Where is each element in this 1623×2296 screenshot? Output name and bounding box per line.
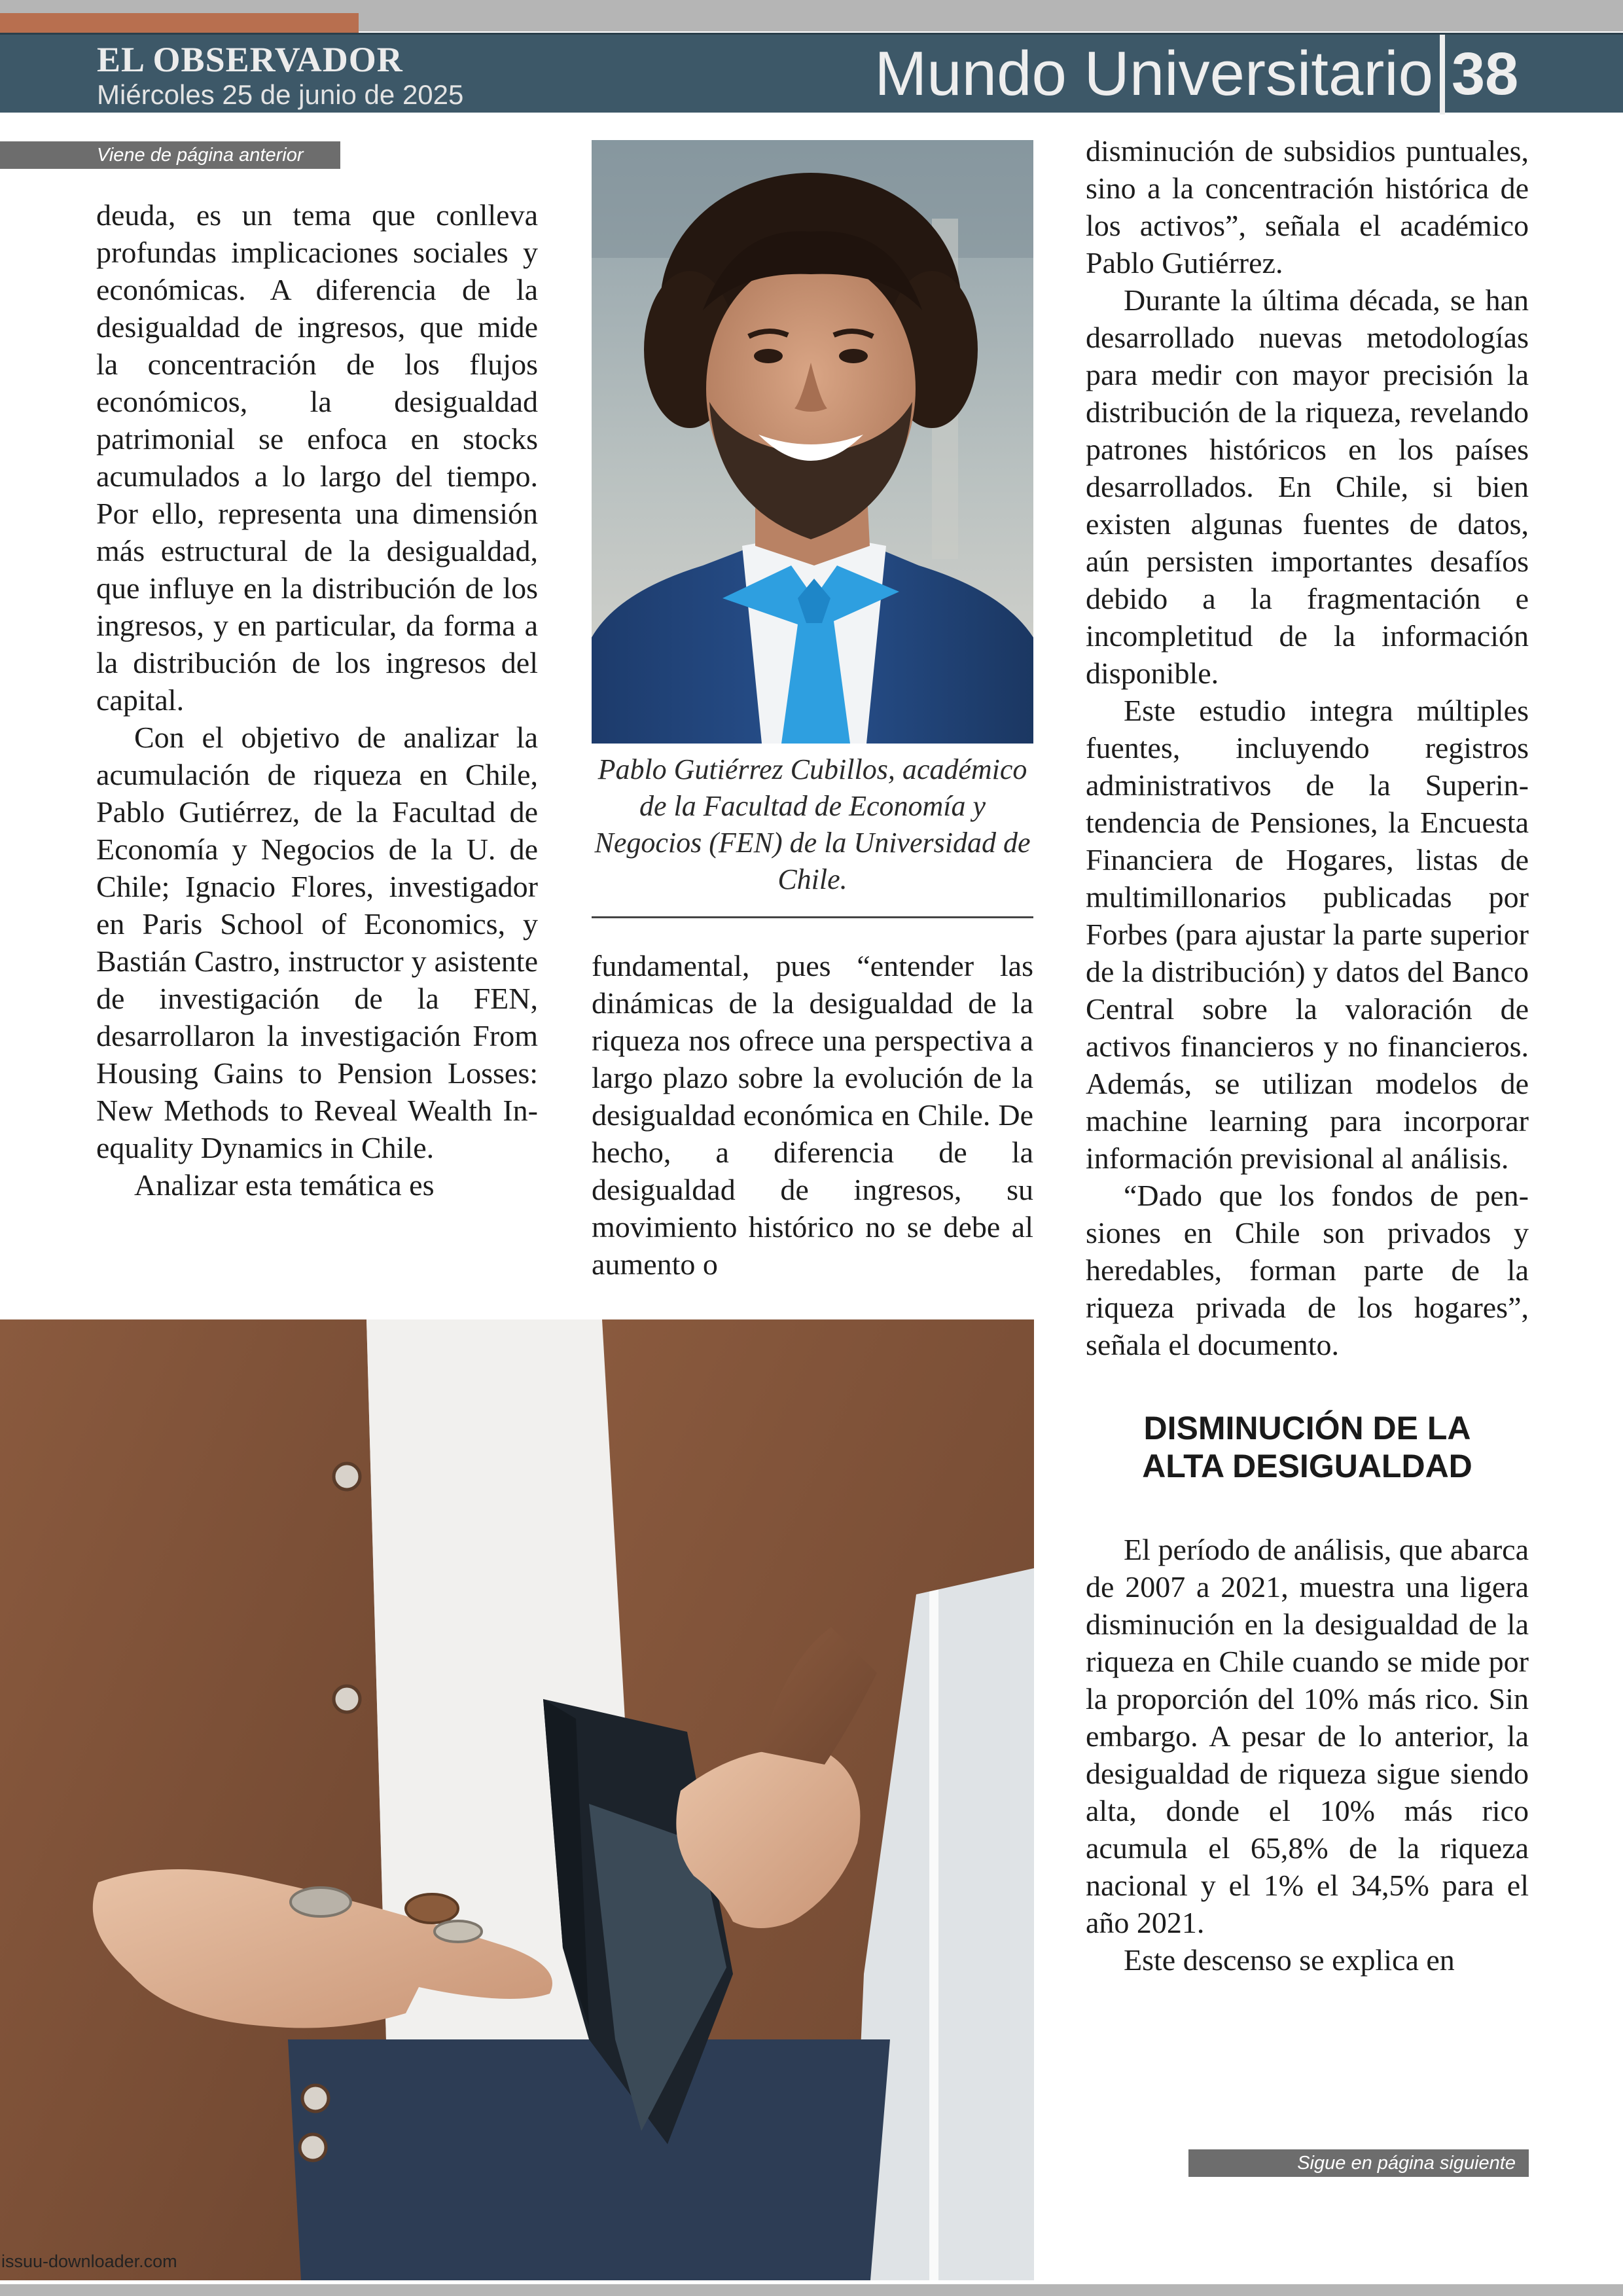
photo-caption: Pablo Gutiérrez Cubillos, académico de la Facultad de Economía y Negocios (FEN) de la Universidad de Chile. (594, 753, 1031, 895)
portrait-photo (592, 140, 1033, 744)
paragraph: fundamental, pues “entender las dinámicas de la desigualdad de la riqueza nos ofrece una perspectiva a largo plazo sobre la evolución de la desigualdad económica en Chile. De hecho, a diferencia de la desigualdad de ingresos, su movimiento histórico no se debe al aumento o (592, 949, 1033, 1281)
masthead (0, 33, 1623, 113)
paragraph: disminución de subsidios puntuales, sino a la concentración histórica de los activos”, señala el académico Pablo Gutiérrez. (1086, 134, 1529, 279)
continued-on-label: Sigue en página siguiente (1188, 2149, 1529, 2177)
masthead-left (97, 40, 463, 111)
bottom-rule (0, 2284, 1623, 2296)
wallet-coins-illustration (0, 1319, 1034, 2280)
section-title: Mundo Universitario (874, 39, 1433, 109)
watermark-text: issuu-downloader.com (1, 2251, 177, 2271)
paragraph: deuda, es un tema que conlleva profundas implicaciones sociales y económicas. A diferencia de la desigualdad de ingresos, que mide la concentración de los flujos económicos, la desigualdad patrimonial se enfoca en stocks acumulados a lo largo del tiempo. Por ello, representa una dimensión más estructural de la desigualdad, que influye en la distribución de los ingresos, y en particular, da forma a la distribución de los ingresos del capital. (96, 198, 538, 717)
paragraph: Durante la última década, se han desarrollado nuevas metodologías para medir con mayor precisión la distribución de la riqueza, revelando patrones históricos en los países desarrollados. En Chile, si bien existen algunas fuentes de datos, aún persisten importantes desafíos debido a la fragmentación e incompletitud de la información disponible. (1086, 283, 1529, 690)
text-column-3 (1086, 132, 1529, 1979)
page-number-divider (1440, 35, 1445, 115)
newspaper-name: EL OBSERVADOR (97, 40, 403, 79)
header-accent-bar (0, 13, 359, 33)
section-subheading (1086, 1409, 1529, 1485)
page-number: 38 (1452, 41, 1519, 107)
subheading-line: ALTA DESIGUALDAD (1142, 1448, 1472, 1484)
paragraph: El período de análisis, que abarca de 2007 a 2021, muestra una ligera disminución en la desigualdad de la riqueza en Chile cuando se mide por la proporción del 10% más rico. Sin embargo. A pesar de lo anterior, la desigualdad de riqueza sigue siendo alta, donde el 10% más rico acumula el 65,8% de la riqueza nacional y el 1% el 34,5% para el año 2021. (1086, 1533, 1529, 1939)
text-column-2 (592, 947, 1033, 1283)
issue-date: Miércoles 25 de junio de 2025 (97, 79, 464, 110)
caption-divider (592, 916, 1033, 918)
subheading-line: DISMINUCIÓN DE LA (1143, 1410, 1471, 1446)
continued-from-label: Viene de página anterior (0, 141, 340, 169)
paragraph: Este descenso se explica en (1124, 1943, 1455, 1977)
paragraph: Este estudio integra múltiples fuentes, incluyendo registros administrativos de la Superintendencia de Pensiones, la Encuesta Financiera de Hogares, listas de multimillonarios publicadas por Forbes (para ajustar la parte superior de la distribución) y datos del Banco Central sobre la valoración de activos financieros y no financieros. Además, se utilizan modelos de machine learning para incorporar información previsional al análisis. (1086, 694, 1529, 1175)
paragraph: “Dado que los fondos de pensiones en Chile son privados y heredables, forman parte de la riqueza privada de los hogares”, señala el documento. (1086, 1179, 1529, 1361)
paragraph: Analizar esta temática es (134, 1168, 435, 1202)
wallet-coins-photo (0, 1319, 1034, 2280)
paragraph: Con el objetivo de analizar la acumulación de riqueza en Chile, Pablo Gutiérrez, de la Facultad de Economía y Negocios de la U. de Chile; Ignacio Flores, investigador en Paris School of Economics, y Bastián Castro, instructor y asistente de investigación de la FEN, desarrollaron la investigación From Housing Gains to Pension Losses: New Methods to Reveal Wealth Inequality Dynamics in Chile. (96, 721, 538, 1164)
text-column-1 (96, 196, 538, 1204)
portrait-illustration (592, 140, 1033, 744)
